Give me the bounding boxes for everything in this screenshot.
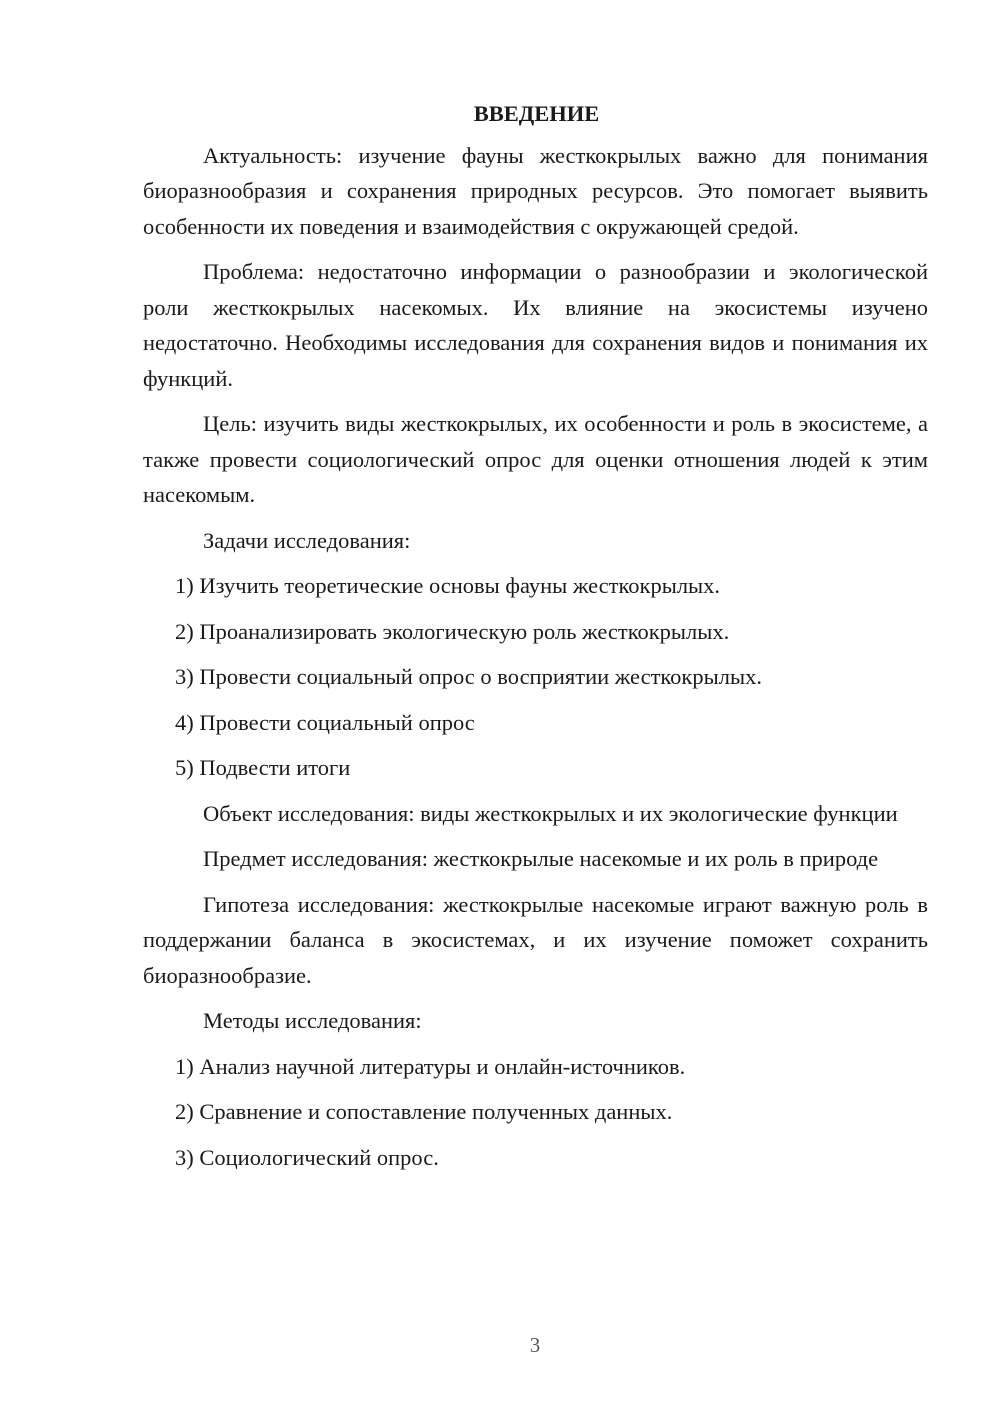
- tasks-list: [143, 568, 928, 786]
- task-item: 5) Подвести итоги: [175, 755, 351, 780]
- hypothesis-paragraph: Гипотеза исследования: жесткокрылые насекомые играют важную роль в поддержании баланса в экосистемах, и их изучение поможет сохранить биоразнообразие.: [143, 891, 928, 988]
- task-item: 2) Проанализировать экологическую роль жесткокрылых.: [175, 618, 730, 644]
- method-item: 2) Сравнение и сопоставление полученных данных.: [175, 1099, 673, 1124]
- tasks-heading: Задачи исследования:: [203, 527, 411, 553]
- method-item: 1) Анализ научной литературы и онлайн-источников.: [175, 1053, 686, 1079]
- method-item: 3) Социологический опрос.: [175, 1144, 439, 1170]
- section-title: ВВЕДЕНИЕ: [473, 101, 600, 126]
- methods-list: [143, 1049, 928, 1176]
- page-number: 3: [529, 1333, 541, 1357]
- task-item: 3) Провести социальный опрос о восприятии жесткокрылых.: [175, 664, 762, 689]
- task-item: 1) Изучить теоретические основы фауны жесткокрылых.: [175, 573, 721, 598]
- object-paragraph: Объект исследования: виды жесткокрылых и их экологические функции: [203, 800, 898, 826]
- goal-paragraph: Цель: изучить виды жесткокрылых, их особенности и роль в экосистеме, а также провести социологический опрос для оценки отношения людей к этим насекомым.: [143, 411, 928, 507]
- document-body: [143, 96, 928, 1185]
- relevance-paragraph: Актуальность: изучение фауны жесткокрылых важно для понимания биоразнообразия и сохранения природных ресурсов. Это помогает выявить особенности их поведения и взаимодействия с окружающей средой.: [143, 142, 928, 239]
- task-item: 4) Провести социальный опрос: [175, 709, 475, 735]
- problem-paragraph: Проблема: недостаточно информации о разнообразии и экологической роли жесткокрылых насекомых. Их влияние на экосистемы изучено недостаточно. Необходимы исследования для сохранения видов и понимания их функций.: [143, 259, 928, 391]
- subject-paragraph: Предмет исследования: жесткокрылые насекомые и их роль в природе: [203, 846, 879, 871]
- methods-heading: Методы исследования:: [203, 1008, 422, 1033]
